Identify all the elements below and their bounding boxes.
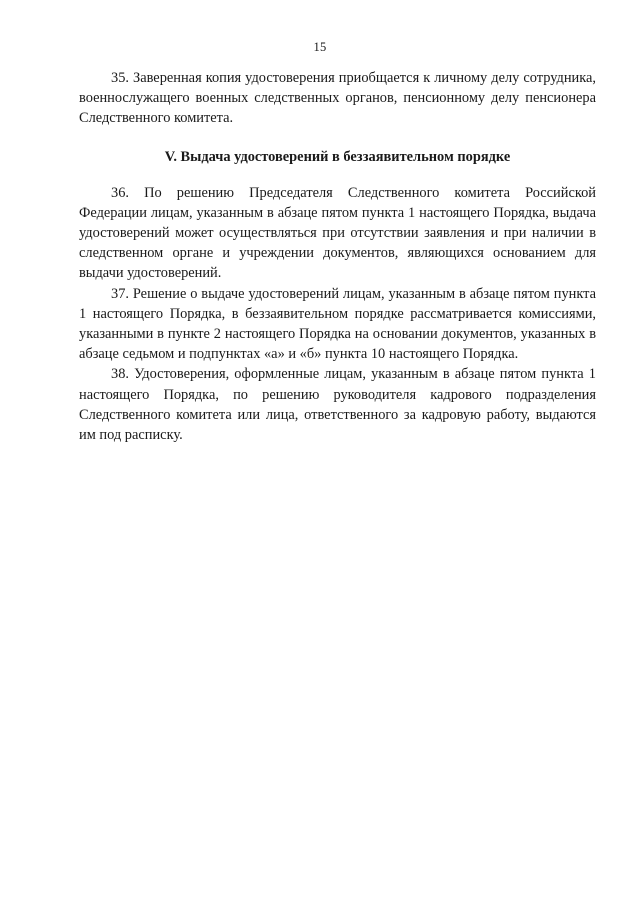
section-title: V. Выдача удостоверений в беззаявительном порядке <box>164 148 511 165</box>
paragraph-38: 38. Удостоверения, оформленные лицам, указанным в абзаце пятом пункта 1 настоящего Порядка, по решению руководителя кадрового подразделения Следственного комитета или лица, ответственного за кадровую работу, выдаются им под расписку. <box>79 366 596 444</box>
paragraph-35: 35. Заверенная копия удостоверения приобщается к личному делу сотрудника, военнослужащего военных следственных органов, пенсионному делу пенсионера Следственного комитета. <box>79 70 596 127</box>
page-number: 15 <box>313 40 327 54</box>
document-body <box>79 68 596 445</box>
paragraph-36: 36. По решению Председателя Следственного комитета Российской Федерации лицам, указанным в абзаце пятом пункта 1 настоящего Порядка, выдача удостоверений может осуществляться при отсутствии заявления и при наличии в следственном органе и учреждении документов, являющихся основанием для выдачи удостоверений. <box>79 184 596 282</box>
paragraph-37: 37. Решение о выдаче удостоверений лицам, указанным в абзаце пятом пункта 1 настоящего Порядка, в беззаявительном порядке рассматривается комиссиями, указанными в пункте 2 настоящего Порядка на основании документов, указанных в абзаце седьмом и подпунктах «а» и «б» пункта 10 настоящего Порядка. <box>79 285 596 363</box>
